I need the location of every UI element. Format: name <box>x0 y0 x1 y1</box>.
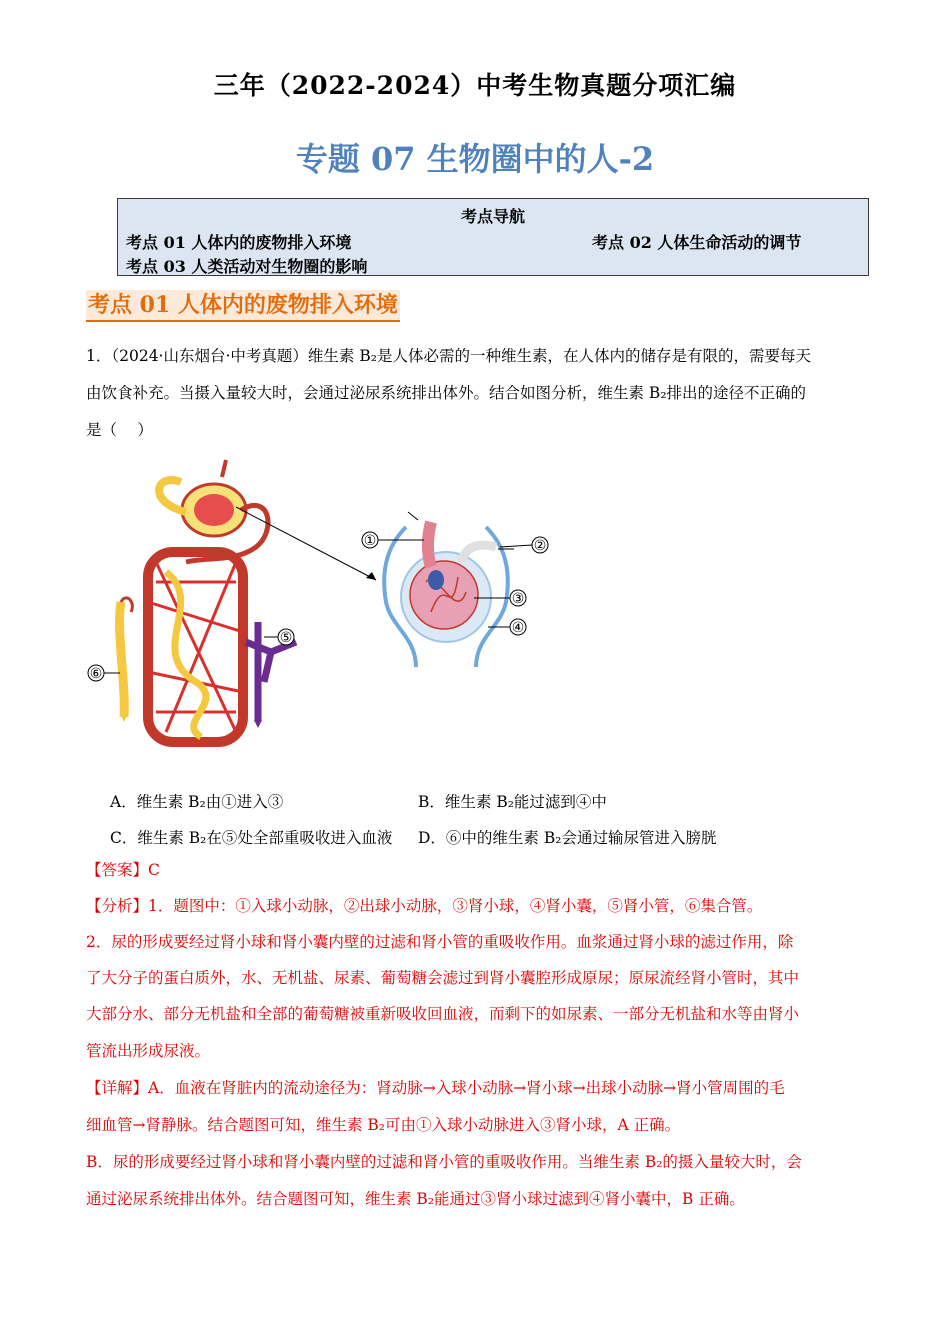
analysis-text-1: 1．题图中：①入球小动脉，②出球小动脉，③肾小球，④肾小囊，⑤肾小管，⑥集合管。 <box>148 897 763 915</box>
topic-title: 专题 07 生物圈中的人-2 <box>295 140 655 178</box>
navigation-title: 考点导航 <box>460 207 525 226</box>
analysis-line-5: 管流出形成尿液。 <box>86 1042 211 1060</box>
nav-item-1[interactable]: 考点 01 人体内的废物排入环境 <box>126 233 352 252</box>
analysis-line-3: 了大分子的蛋白质外，水、无机盐、尿素、葡萄糖会滤过到肾小囊腔形成原尿；原尿流经肾小管时，其中 <box>86 969 800 987</box>
question-line-1: 1．（2024·山东烟台·中考真题）维生素 B₂是人体必需的一种维生素，在人体内的储存是有限的，需要每天 <box>86 347 811 365</box>
answer-tag: 【答案】 <box>86 861 149 879</box>
label-4: ④ <box>511 620 525 636</box>
nav-item-2[interactable]: 考点 02 人体生命活动的调节 <box>592 233 802 252</box>
label-3: ③ <box>511 591 525 607</box>
navigation-box <box>117 198 869 276</box>
label-5: ⑤ <box>279 630 293 646</box>
analysis-line-1 <box>86 888 866 925</box>
option-b[interactable]: B．维生素 B₂能过滤到④中 <box>418 793 607 811</box>
option-a[interactable]: A．维生素 B₂由①进入③ <box>110 793 284 811</box>
answer-line <box>86 852 866 889</box>
question-line-2: 由饮食补充。当摄入量较大时，会通过泌尿系统排出体外。结合如图分析，维生素 B₂排出的途径不正确的 <box>86 384 807 402</box>
nephron-illustration <box>120 460 296 742</box>
detail-line-3: B．尿的形成要经过肾小球和肾小囊内壁的过滤和肾小管的重吸收作用。当维生素 B₂的摄入量较大时，会 <box>86 1153 802 1171</box>
document-title: 三年（2022-2024）中考生物真题分项汇编 <box>213 71 737 100</box>
nav-item-3[interactable]: 考点 03 人类活动对生物圈的影响 <box>126 257 368 276</box>
question-line-3: 是（ ） <box>86 421 153 439</box>
detail-line-1 <box>86 1070 866 1107</box>
option-d[interactable]: D．⑥中的维生素 B₂会通过输尿管进入膀胱 <box>418 829 717 847</box>
section-heading: 考点 01 人体内的废物排入环境 <box>86 290 400 322</box>
label-6: ⑥ <box>89 666 103 682</box>
answer-value: C <box>148 861 160 879</box>
detail-line-4: 通过泌尿系统排出体外。结合题图可知，维生素 B₂能通过③肾小球过滤到④肾小囊中，B 正确。 <box>86 1190 745 1208</box>
detail-tag: 【详解】 <box>86 1079 149 1097</box>
glomerulus-illustration <box>384 512 514 667</box>
analysis-tag: 【分析】 <box>86 897 149 915</box>
detail-text-1: A．血液在肾脏内的流动途径为：肾动脉→入球小动脉→肾小球→出球小动脉→肾小管周围的毛 <box>148 1079 785 1097</box>
analysis-line-4: 大部分水、部分无机盐和全部的葡萄糖被重新吸收回血液，而剩下的如尿素、一部分无机盐和水等由肾小 <box>86 1005 800 1023</box>
nephron-diagram <box>86 452 566 752</box>
option-c[interactable]: C．维生素 B₂在⑤处全部重吸收进入血液 <box>110 829 393 847</box>
analysis-line-2: 2．尿的形成要经过肾小球和肾小囊内壁的过滤和肾小管的重吸收作用。血浆通过肾小球的滤过作用，除 <box>86 933 794 951</box>
label-2: ② <box>533 538 547 554</box>
label-1: ① <box>363 533 377 549</box>
detail-line-2: 细血管→肾静脉。结合题图可知，维生素 B₂可由①入球小动脉进入③肾小球，A 正确。 <box>86 1116 681 1134</box>
